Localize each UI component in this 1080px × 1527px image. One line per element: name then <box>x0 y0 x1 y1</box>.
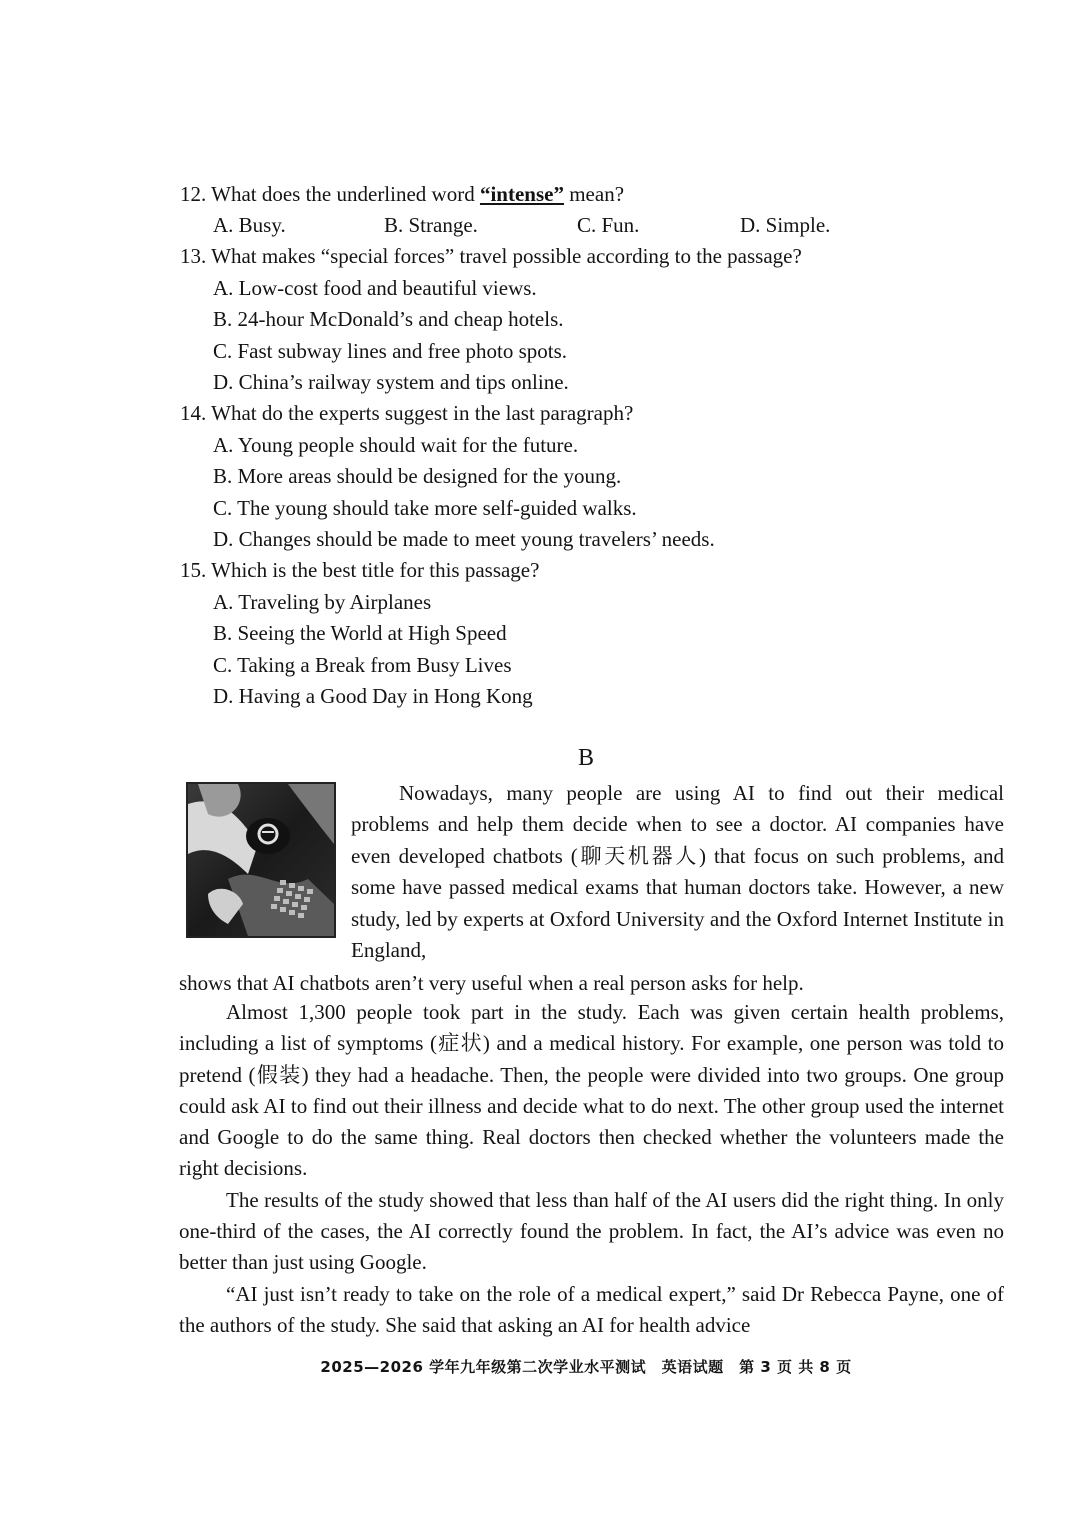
paragraph-2: Almost 1,300 people took part in the study. Each was given certain health problems, including a list of symptoms (症状) and a medical history. For example, one person was told to pretend (假装) they had a headache. Then, the people were divided into two groups. One group could ask AI to find out their illness and decide what to do next. The other group used the internet and Google to do the same thing. Real doctors then checked whether the volunteers made the right decisions. <box>179 1000 1004 1181</box>
q15-option-c: C. Taking a Break from Busy Lives <box>213 653 512 677</box>
question-12-stem-end: mean? <box>563 182 625 206</box>
q12-option-b: B. Strange. <box>384 213 478 237</box>
q15-option-a: A. Traveling by Airplanes <box>213 590 432 614</box>
q14-option-a: A. Young people should wait for the future. <box>213 433 579 457</box>
question-14-stem: 14. What do the experts suggest in the last paragraph? <box>180 401 634 425</box>
question-13-stem: 13. What makes “special forces” travel possible according to the passage? <box>180 244 802 268</box>
article-photo <box>186 782 336 938</box>
q14-option-c: C. The young should take more self-guided walks. <box>213 496 637 520</box>
paragraph-1-continued: shows that AI chatbots aren’t very useful when a real person asks for help. <box>179 971 804 995</box>
paragraph-1 <box>179 778 1004 995</box>
q13-option-b: B. 24-hour McDonald’s and cheap hotels. <box>213 307 564 331</box>
q13-option-d: D. China’s railway system and tips online. <box>213 370 569 394</box>
paragraph-4: “AI just isn’t ready to take on the role of a medical expert,” said Dr Rebecca Payne, one of the authors of the study. She said that asking an AI for health advice <box>179 1281 1004 1337</box>
paragraph-3: The results of the study showed that less than half of the AI users did the right thing. In only one-third of the cases, the AI correctly found the problem. In fact, the AI’s advice was even no better than just using Google. <box>179 1187 1004 1275</box>
q13-option-c: C. Fast subway lines and free photo spots. <box>213 339 568 363</box>
passage-body <box>179 997 1004 1341</box>
paragraph-1-text: Nowadays, many people are using AI to find out their medical problems and help them decide when to see a doctor. AI companies have even developed chatbots (聊天机器人) that focus on such problems, and some have passed medical exams that human doctors take. However, a new study, led by experts at Oxford University and the Oxford Internet Institute in England, <box>351 781 1004 963</box>
q14-option-d: D. Changes should be made to meet young travelers’ needs. <box>213 527 715 551</box>
q14-option-b: B. More areas should be designed for the young. <box>213 464 622 488</box>
underlined-word: “intense” <box>479 182 564 206</box>
question-12-stem-start: 12. What does the underlined word <box>180 182 480 206</box>
q12-option-c: C. Fun. <box>577 213 640 237</box>
page-footer: 2025—2026 学年九年级第二次学业水平测试 英语试题 第 3 页 共 8 页 <box>320 1358 852 1376</box>
q13-option-a: A. Low-cost food and beautiful views. <box>213 276 537 300</box>
question-12-stem <box>180 182 624 206</box>
q12-option-a: A. Busy. <box>213 213 286 237</box>
question-15-stem: 15. Which is the best title for this passage? <box>180 558 540 582</box>
q12-option-d: D. Simple. <box>740 213 831 237</box>
q15-option-b: B. Seeing the World at High Speed <box>213 621 507 645</box>
q15-option-d: D. Having a Good Day in Hong Kong <box>213 684 533 708</box>
section-letter: B <box>577 745 594 771</box>
